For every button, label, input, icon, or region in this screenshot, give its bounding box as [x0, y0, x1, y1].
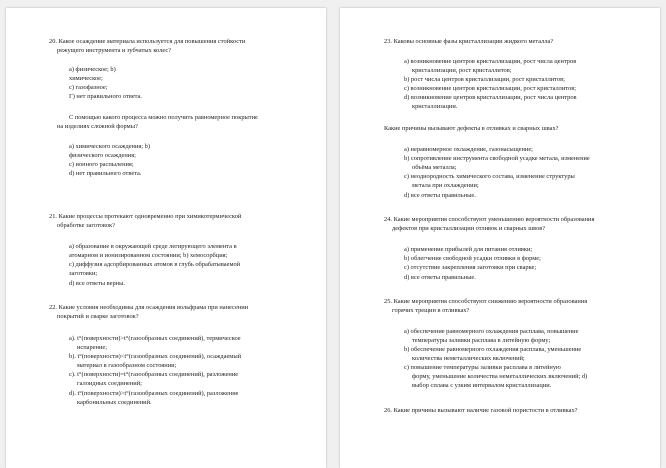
answer-option: карбонильных соединений. — [77, 399, 152, 406]
answer-option: кристаллизации, рост кристаллитов; — [412, 67, 512, 74]
question-24-text: дефектов при кристаллизации отливок и сварных швов? — [392, 225, 546, 232]
question-21-text: 21. Какие процессы протекают одновременно при химикотермической — [49, 213, 242, 220]
answer-option: а) неравномерное охлаждение, газонасыщение; — [404, 146, 533, 153]
answer-option: форму, уменьшение количества неметаллических включений; d) — [412, 373, 588, 380]
answer-option: c). t°(поверхности)=t°(газообразных соединений), разложение — [69, 371, 239, 378]
answer-option: b) рост числа центров кристаллизации, рост кристаллитов; — [404, 76, 565, 83]
answer-option: заготовки; — [69, 270, 98, 277]
question-text: С помощью какого процесса можно получить равномерное покрытие — [69, 114, 258, 121]
answer-option: атомарном и ионизированном состоянии; b) хемосорбция; — [69, 252, 228, 259]
answer-option: c) диффузия адсорбированных атомов в глубь обрабатываемой — [69, 261, 241, 268]
question-text: Какие причины вызывают дефекты в отливках и сварных швах? — [384, 125, 559, 132]
answer-option: а) обеспечение равномерного охлаждения расплава, повышение — [404, 328, 579, 335]
answer-option: химическое; — [69, 75, 103, 82]
answer-option: а) возникновение центров кристаллизации, рост числа центров — [404, 58, 577, 65]
answer-option: d) нет правильного ответа. — [69, 170, 142, 177]
document-page-right — [340, 8, 660, 468]
answer-option: b) сопротивление инструмента свободной усадке метала, изменение — [404, 155, 590, 162]
answer-option: а) образование в окружающей среде легирующего элемента в — [69, 243, 237, 250]
answer-option: d) все ответы правильные. — [404, 274, 476, 281]
question-20-text: режущего инструмента и зубчатых колес? — [57, 47, 172, 54]
answer-option: d) все ответы верны. — [69, 280, 125, 287]
answer-option: выбор сплава с узким интервалом кристаллизации. — [412, 382, 552, 389]
answer-option: d). t°(поверхности)>t°(газообразных соединений), разложение — [69, 390, 239, 397]
answer-option: b) обеспечение равномерного охлаждения расплава, уменьшение — [404, 346, 582, 353]
answer-option: метала при охлаждении; — [412, 182, 479, 189]
question-text: на изделиях сложной формы? — [57, 123, 138, 130]
question-25-text: горячих трещин в отливках? — [392, 307, 470, 314]
answer-option: объёма металла; — [412, 164, 457, 171]
answer-option: кристаллизации. — [412, 103, 458, 110]
answer-option: c) газофазное; — [69, 84, 108, 91]
answer-option: c) возникновение центров кристаллизации, рост кристаллитов; — [404, 85, 576, 92]
question-21-text: обработке заготовок? — [57, 222, 115, 229]
answer-option: количества неметаллических включений; — [412, 355, 525, 362]
answer-option: d) все ответы правильные. — [404, 192, 476, 199]
answer-option: а). t°(поверхности)>t°(газообразных соединений), термическое — [69, 335, 241, 342]
question-25-text: 25. Какие мероприятия способствуют снижению вероятности образования — [384, 298, 588, 305]
document-page-left — [6, 8, 326, 468]
question-24-text: 24. Какие мероприятия способствуют уменьшению вероятности образования — [384, 216, 595, 223]
answer-option: испарение; — [77, 344, 107, 351]
question-26-text: 26. Какие причины вызывают наличие газовой пористости в отливках? — [384, 407, 578, 414]
answer-option: температуры заливки расплава в литейную форму; — [412, 337, 551, 344]
answer-option: c) повышение температуры заливки расплава в литейную — [404, 364, 561, 371]
answer-option: b) облегчение свободной усадки отливки в форме; — [404, 255, 541, 262]
question-22-text: покрытий и сварке заготовок? — [57, 313, 139, 320]
answer-option: c) неоднородность химического состава, изменение структуры — [404, 173, 575, 180]
answer-option: Г) нет правильного ответа. — [69, 93, 142, 100]
answer-option: d) возникновение центров кристаллизации, рост числа центров — [404, 94, 577, 101]
answer-option: c) отсутствие закрепления заготовки при сварке; — [404, 264, 537, 271]
answer-option: галоидных соединений; — [77, 380, 142, 387]
question-22-text: 22. Какие условия необходимы для осаждения вольфрама при нанесении — [49, 304, 249, 311]
answer-option: b). t°(поверхности)<t°(газообразных соединений), осаждаемый — [69, 353, 242, 360]
answer-option: материал в газообразном состоянии; — [77, 362, 177, 369]
question-20-text: 20. Какое осаждение материала используется для повышения стойкости — [49, 38, 246, 45]
answer-option: а) физическое; b) — [69, 66, 116, 73]
question-23-text: 23. Каковы основные фазы кристаллизации жидкого металла? — [384, 38, 554, 45]
answer-option: а) применение прибылей для питания отливки; — [404, 246, 533, 253]
answer-option: а) химического осаждения; b) — [69, 143, 151, 150]
answer-option: физического осаждения; — [69, 152, 136, 159]
answer-option: c) ионного распыления; — [69, 161, 134, 168]
